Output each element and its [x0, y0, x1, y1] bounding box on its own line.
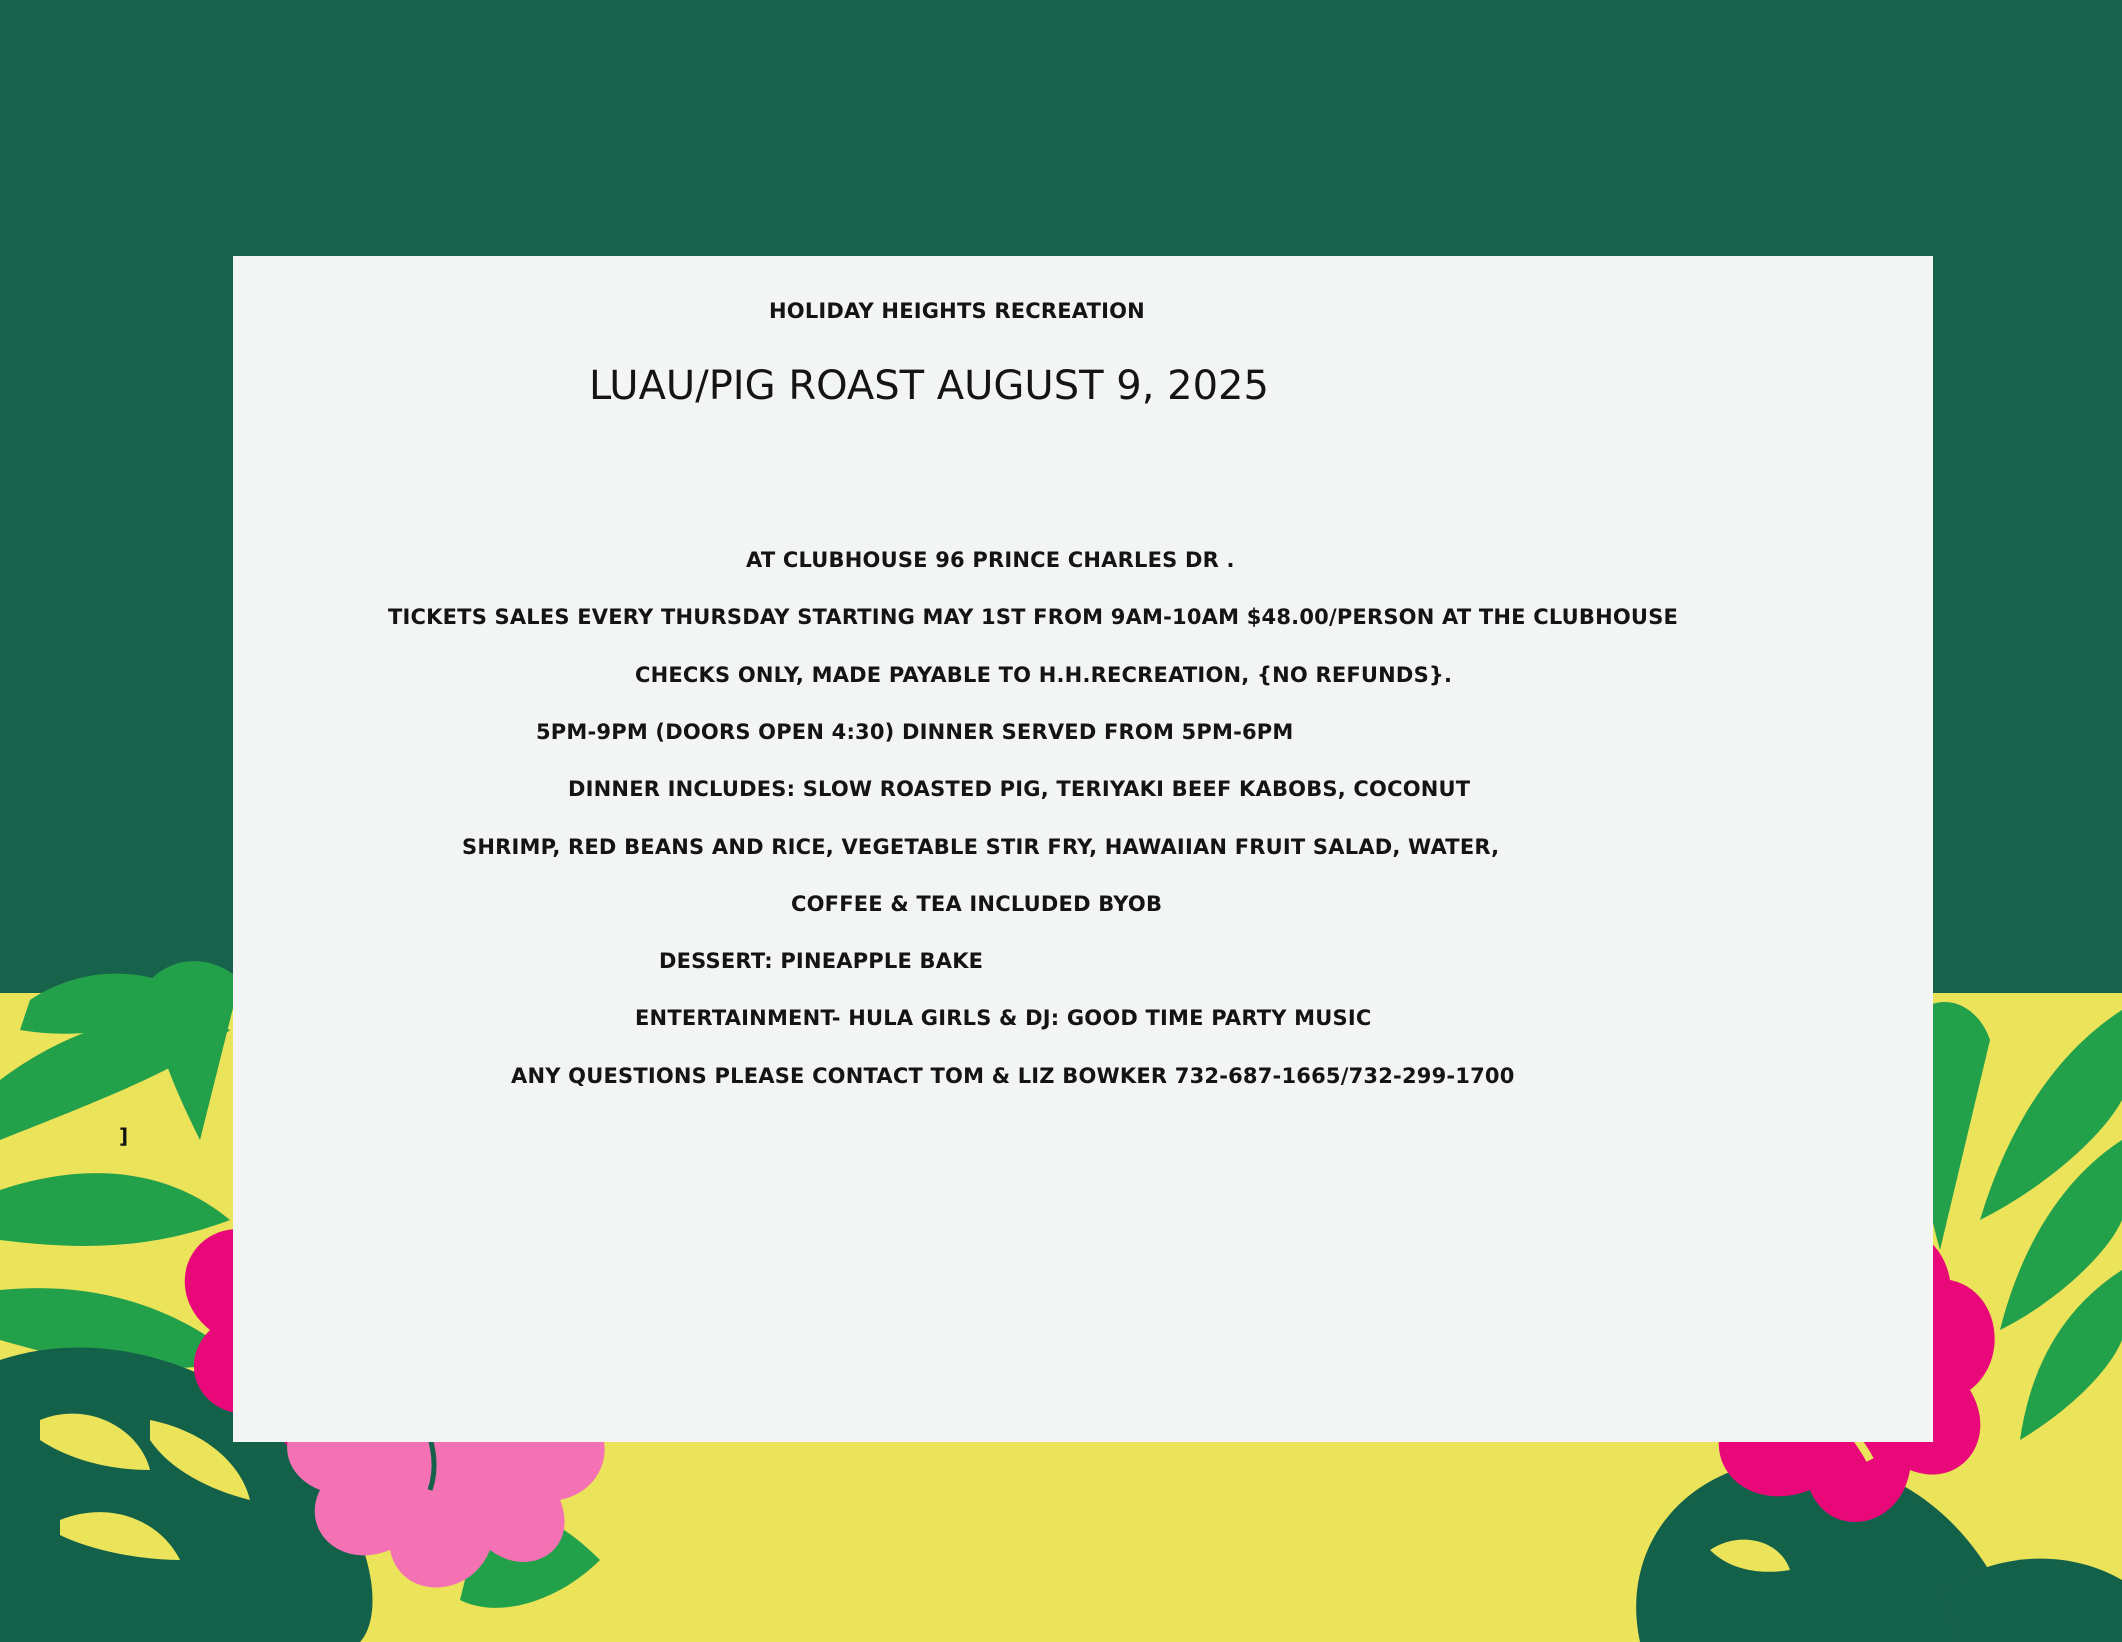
- contact-line: ANY QUESTIONS PLEASE CONTACT TOM & LIZ BOWKER 732-687-1665/732-299-1700: [511, 1064, 1515, 1088]
- ticket-sales-line: TICKETS SALES EVERY THURSDAY STARTING MAY 1ST FROM 9AM-10AM $48.00/PERSON AT THE CLUBHOUSE: [388, 605, 1679, 629]
- dessert-line: DESSERT: PINEAPPLE BAKE: [659, 949, 984, 973]
- dinner-line-1: DINNER INCLUDES: SLOW ROASTED PIG, TERIYAKI BEEF KABOBS, COCONUT: [568, 777, 1471, 801]
- organization-name: HOLIDAY HEIGHTS RECREATION: [769, 299, 1145, 323]
- dinner-line-3: COFFEE & TEA INCLUDED BYOB: [791, 892, 1163, 916]
- dinner-line-2: SHRIMP, RED BEANS AND RICE, VEGETABLE STIR FRY, HAWAIIAN FRUIT SALAD, WATER,: [462, 835, 1500, 859]
- payment-line: CHECKS ONLY, MADE PAYABLE TO H.H.RECREATION, {NO REFUNDS}.: [635, 663, 1453, 687]
- entertainment-line: ENTERTAINMENT- HULA GIRLS & DJ: GOOD TIME PARTY MUSIC: [635, 1006, 1372, 1030]
- time-line: 5PM-9PM (DOORS OPEN 4:30) DINNER SERVED FROM 5PM-6PM: [536, 720, 1294, 744]
- venue-line: AT CLUBHOUSE 96 PRINCE CHARLES DR .: [746, 548, 1235, 572]
- stray-bracket: ]: [119, 1124, 129, 1148]
- event-title: LUAU/PIG ROAST AUGUST 9, 2025: [589, 363, 1269, 409]
